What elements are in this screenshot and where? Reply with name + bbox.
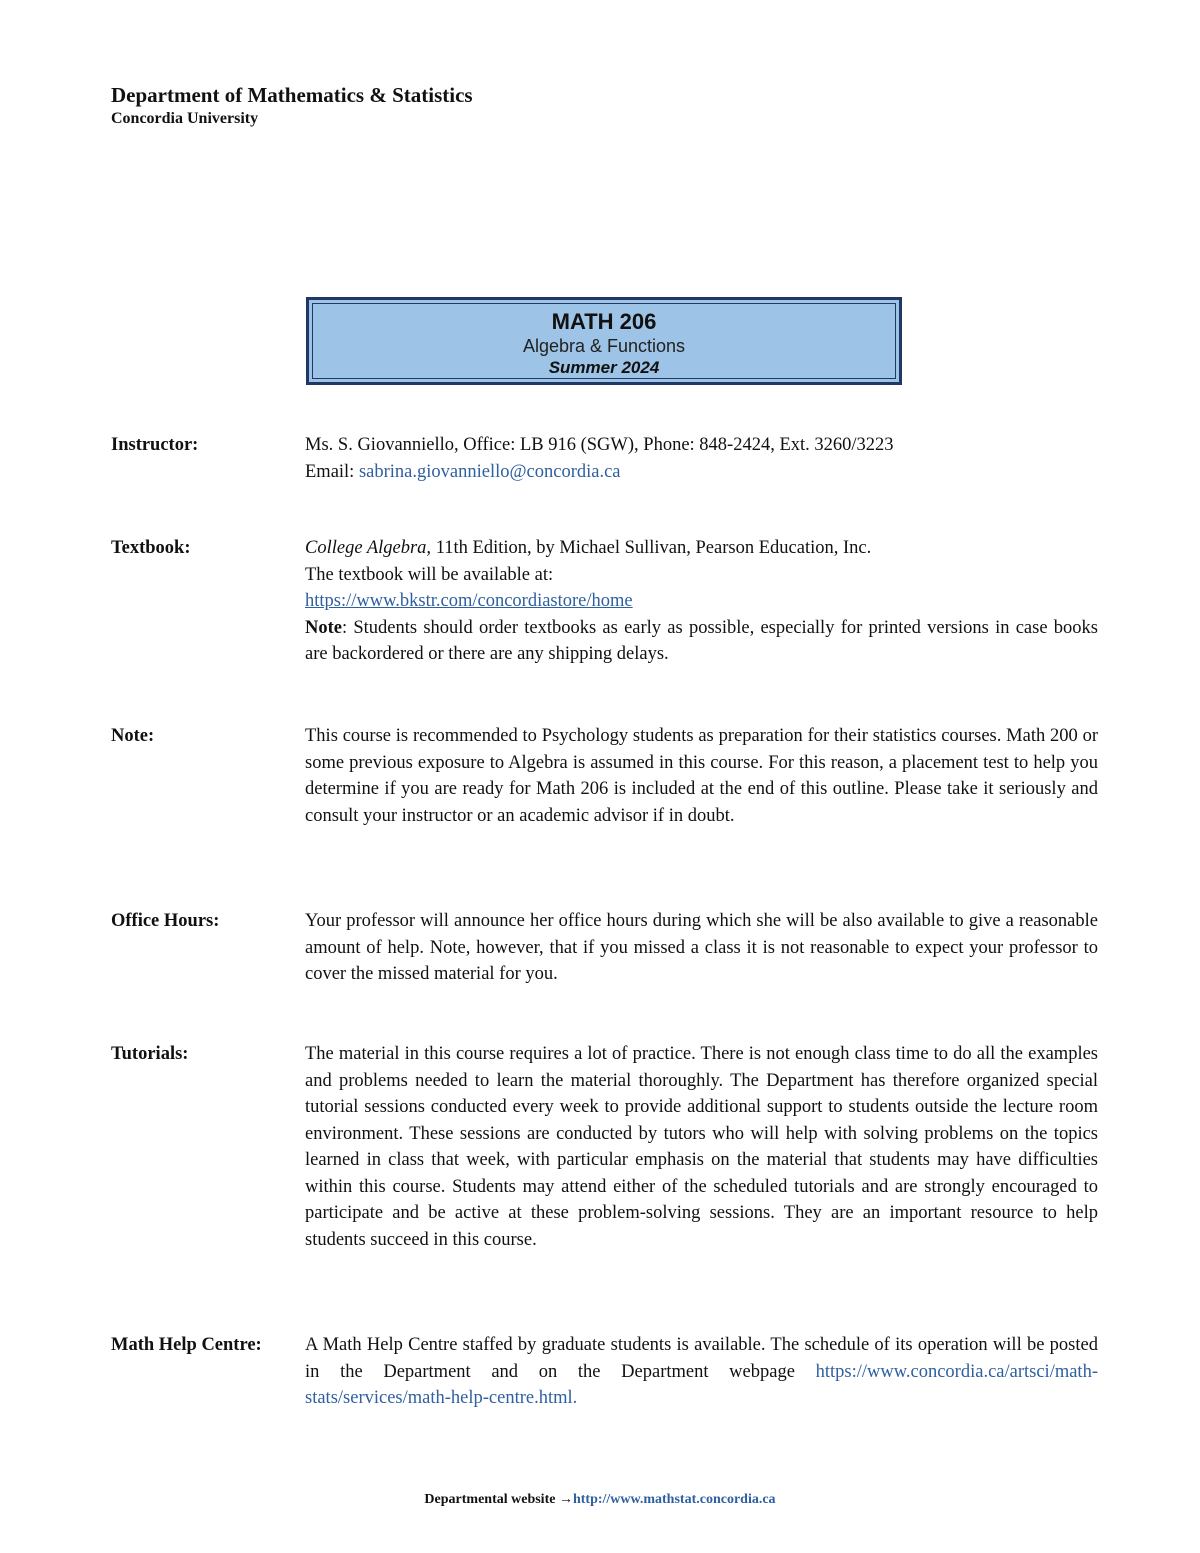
textbook-available: The textbook will be available at:	[305, 564, 554, 585]
textbook-content	[305, 535, 1098, 668]
textbook-label: Textbook:	[111, 538, 191, 558]
course-term: Summer 2024	[548, 358, 660, 377]
textbook-note-text: : Students should order textbooks as early as possible, especially for printed versions in case books are backordered or there are any shipping delays.	[305, 617, 1098, 664]
textbook-details: 11th Edition, by Michael Sullivan, Pearson Education, Inc.	[431, 538, 872, 558]
tutorials-text: The material in this course requires a lot of practice. There is not enough class time to do all the examples and problems needed to learn the material thoroughly. The Department has therefore organized special tutorial sessions conducted every week to provide additional support to students outside the lecture room environment. These sessions are conducted by tutors who will help with solving problems on the topics learned in class that week, with particular emphasis on the material that students may have difficulties within this course. Students may attend either of the scheduled tutorials and are strongly encouraged to participate and be active at these problem-solving sessions. They are an important resource to help students succeed in this course.	[305, 1044, 1098, 1250]
instructor-email-line	[305, 459, 1098, 486]
office-hours-label: Office Hours:	[111, 911, 220, 931]
instructor-content	[305, 432, 1098, 485]
footer-label: Departmental website	[424, 1492, 559, 1507]
office-hours-text: Your professor will announce her office hours during which she will be also available to give a reasonable amount of help. Note, however, that if you missed a class it is not reasonable to expect your professor to cover the missed material for you.	[305, 911, 1098, 984]
math-help-text: A Math Help Centre staffed by graduate students is available. The schedule of its operation will be posted in the Department and on the Department webpage	[305, 1335, 1098, 1382]
bookstore-link[interactable]: https://www.bkstr.com/concordiastore/home	[305, 591, 633, 611]
arrow-icon: →	[558, 1492, 573, 1507]
note-label: Note:	[111, 726, 155, 746]
instructor-label: Instructor:	[111, 435, 199, 455]
textbook-note	[305, 615, 1098, 668]
department-name: Department of Mathematics & Statistics	[111, 83, 473, 107]
math-help-link[interactable]: https://www.concordia.ca/artsci/math-stats/services/math-help-centre.html.	[305, 1361, 1098, 1408]
page-footer	[0, 1492, 1200, 1508]
instructor-info: Ms. S. Giovanniello, Office: LB 916 (SGW), Phone: 848-2424, Ext. 3260/3223	[305, 435, 894, 455]
tutorials-label: Tutorials:	[111, 1044, 189, 1064]
email-prefix: Email:	[305, 461, 359, 482]
math-help-content	[305, 1332, 1098, 1412]
textbook-note-label: Note	[305, 617, 342, 638]
department-website-link[interactable]: http://www.mathstat.concordia.ca	[572, 1492, 776, 1507]
course-title-box	[306, 297, 902, 385]
textbook-title: College Algebra,	[305, 538, 432, 558]
university-name: Concordia University	[111, 110, 259, 127]
page-header	[111, 82, 473, 130]
instructor-email-link[interactable]: sabrina.giovanniello@concordia.ca	[358, 461, 621, 482]
textbook-citation	[305, 535, 1098, 562]
note-text: This course is recommended to Psychology students as preparation for their statistics courses. Math 200 or some previous exposure to Algebra is assumed in this course. For this reason, a placement test to help you determine if you are ready for Math 206 is included at the end of this outline. Please take it seriously and consult your instructor or an academic advisor if in doubt.	[305, 726, 1098, 826]
math-help-label: Math Help Centre:	[111, 1335, 262, 1355]
course-name: Algebra & Functions	[522, 336, 686, 356]
course-code: MATH 206	[551, 309, 657, 334]
